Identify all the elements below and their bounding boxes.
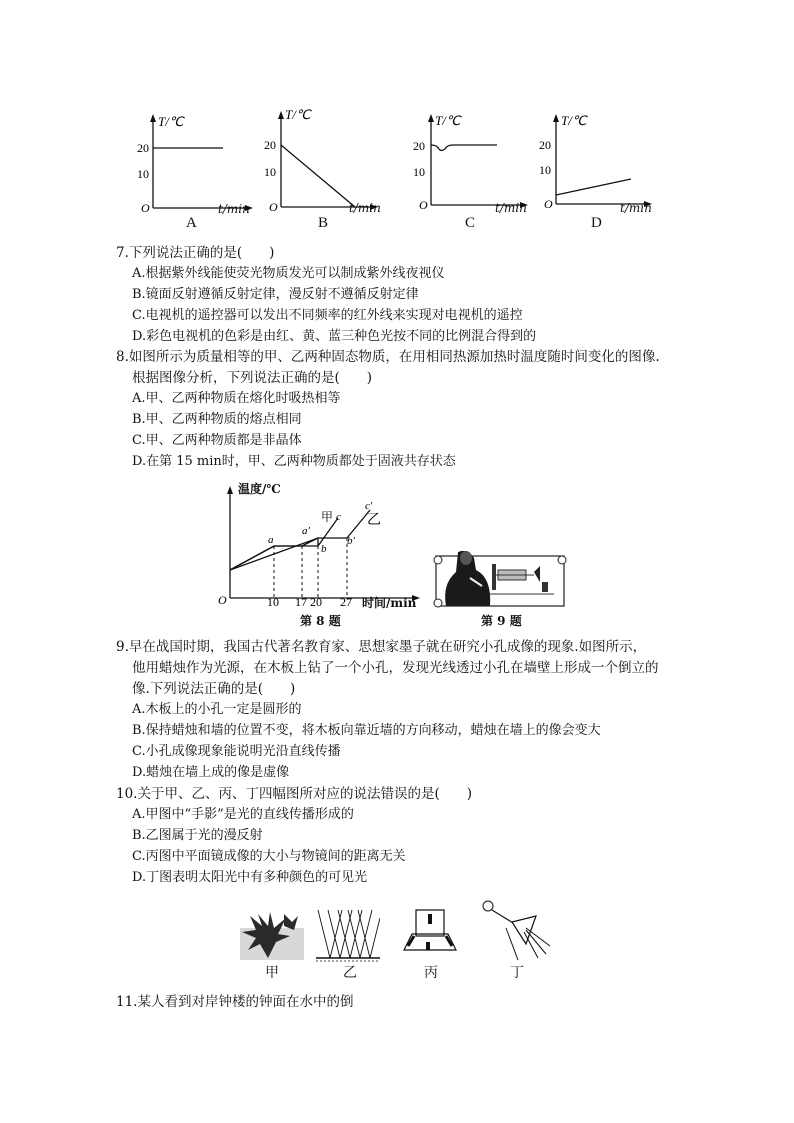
graph-d-caption: D [591, 215, 602, 231]
fig8-label-c: c [336, 511, 341, 523]
fig8-tick-17: 17 [295, 595, 307, 608]
q10-option-a: A.甲图中“手影”是光的直线传播形成的 [132, 807, 354, 822]
q9-stem-3: 像.下列说法正确的是( ) [132, 681, 296, 697]
graph-d-origin: O [544, 197, 553, 211]
fig8-ylabel: 温度/℃ [238, 482, 281, 496]
graph-b-caption: B [318, 215, 329, 231]
graph-c-xlabel: t/min [495, 201, 527, 215]
graph-a-caption: A [186, 215, 197, 231]
q9-option-d: D.蜡烛在墙上成的像是虚像 [132, 765, 290, 780]
q8-option-d: D.在第 15 min时，甲、乙两种物质都处于固液共存状态 [132, 454, 456, 469]
fig8-graph [215, 478, 430, 608]
q7-option-d: D.彩色电视机的色彩是由红、黄、蓝三种色光按不同的比例混合得到的 [132, 329, 537, 344]
q8-option-a: A.甲、乙两种物质在熔化时吸热相等 [132, 391, 341, 406]
fig8-label-a-prime: a′ [302, 525, 310, 537]
fig10-ding-prism [478, 898, 558, 962]
q8-option-c: C.甲、乙两种物质都是非晶体 [132, 433, 302, 448]
q7-option-c: C.电视机的遥控器可以发出不同频率的红外线来实现对电视机的遥控 [132, 308, 523, 323]
fig8-label-yi: 乙 [367, 513, 381, 528]
fig10-bing-mirror [398, 906, 462, 962]
graph-a [125, 108, 255, 213]
graph-b-xlabel: t/min [349, 201, 381, 215]
q7-option-a: A.根据紫外线能使荧光物质发光可以制成紫外线夜视仪 [132, 266, 445, 281]
fig8-label-a: a [268, 534, 274, 546]
fig8-origin: O [218, 593, 227, 607]
fig8-caption: 第 8 题 [300, 614, 341, 628]
graph-c-origin: O [419, 198, 428, 212]
q11-stem: 11.某人看到对岸钟楼的钟面在水中的倒 [116, 994, 354, 1010]
graph-a-tick-10: 10 [137, 167, 149, 181]
q9-stem-1: 9.早在战国时期，我国古代著名教育家、思想家墨子就在研究小孔成像的现象.如图所示， [116, 639, 647, 655]
graph-a-origin: O [141, 201, 150, 213]
graph-c-caption: C [465, 215, 476, 231]
fig10-jia-hand-shadow [240, 908, 304, 960]
graph-d-ylabel: T/℃ [561, 113, 587, 128]
graph-b-origin: O [269, 200, 278, 213]
graph-c-tick-20: 20 [413, 139, 425, 153]
fig8-label-b: b [321, 543, 327, 555]
fig8-tick-10: 10 [267, 595, 279, 608]
graph-a-tick-20: 20 [137, 141, 149, 155]
fig8-label-jia: 甲 [321, 510, 334, 524]
fig8-label-b-prime: b′ [347, 535, 355, 547]
graph-c-tick-10: 10 [413, 165, 425, 179]
graph-b-tick-10: 10 [264, 165, 276, 179]
fig8-tick-27: 27 [340, 595, 352, 608]
graph-b [255, 103, 385, 213]
graph-b-tick-20: 20 [264, 138, 276, 152]
graph-a-ylabel: T/℃ [158, 114, 184, 129]
q9-option-a: A.木板上的小孔一定是圆形的 [132, 702, 302, 717]
fig10-caption-ding: 丁 [510, 966, 524, 981]
q10-option-d: D.丁图表明太阳光中有多种颜色的可见光 [132, 870, 368, 885]
graph-c [405, 108, 535, 213]
fig8-label-c-prime: c′ [365, 500, 373, 512]
graph-c-ylabel: T/℃ [435, 113, 461, 128]
fig8-tick-20: 20 [310, 595, 322, 608]
q9-option-b: B.保持蜡烛和墙的位置不变，将木板向靠近墙的方向移动，蜡烛在墙上的像会变大 [132, 723, 601, 738]
graph-d-tick-10: 10 [539, 163, 551, 177]
q8-stem-2: 根据图像分析，下列说法正确的是( ) [132, 370, 373, 386]
fig8-xlabel: 时间/min [362, 596, 417, 610]
fig9-caption: 第 9 题 [481, 614, 522, 628]
fig10-caption-bing: 丙 [424, 966, 438, 981]
q10-stem: 10.关于甲、乙、丙、丁四幅图所对应的说法错误的是( ) [116, 786, 473, 802]
graph-a-xlabel: t/min [218, 202, 250, 216]
graph-d-tick-20: 20 [539, 138, 551, 152]
fig10-caption-yi: 乙 [343, 966, 357, 981]
q10-option-c: C.丙图中平面镜成像的大小与物镜间的距离无关 [132, 849, 406, 864]
graph-d [535, 108, 665, 213]
fig9-illustration [430, 548, 570, 612]
q7-stem: 7.下列说法正确的是( ) [116, 245, 275, 261]
q10-option-b: B.乙图属于光的漫反射 [132, 828, 263, 843]
q8-option-b: B.甲、乙两种物质的熔点相同 [132, 412, 302, 427]
fig10-yi-reflection [316, 908, 380, 964]
q9-option-c: C.小孔成像现象能说明光沿直线传播 [132, 744, 341, 759]
q9-stem-2: 他用蜡烛作为光源，在木板上钻了一个小孔，发现光线透过小孔在墙壁上形成一个倒立的 [132, 660, 659, 676]
q7-option-b: B.镜面反射遵循反射定律，漫反射不遵循反射定律 [132, 287, 419, 302]
q8-stem-1: 8.如图所示为质量相等的甲、乙两种固态物质，在用相同热源加热时温度随时间变化的图像. [116, 349, 660, 365]
graph-d-xlabel: t/min [620, 201, 652, 215]
fig10-caption-jia: 甲 [265, 966, 279, 981]
graph-b-ylabel: T/℃ [285, 107, 311, 122]
